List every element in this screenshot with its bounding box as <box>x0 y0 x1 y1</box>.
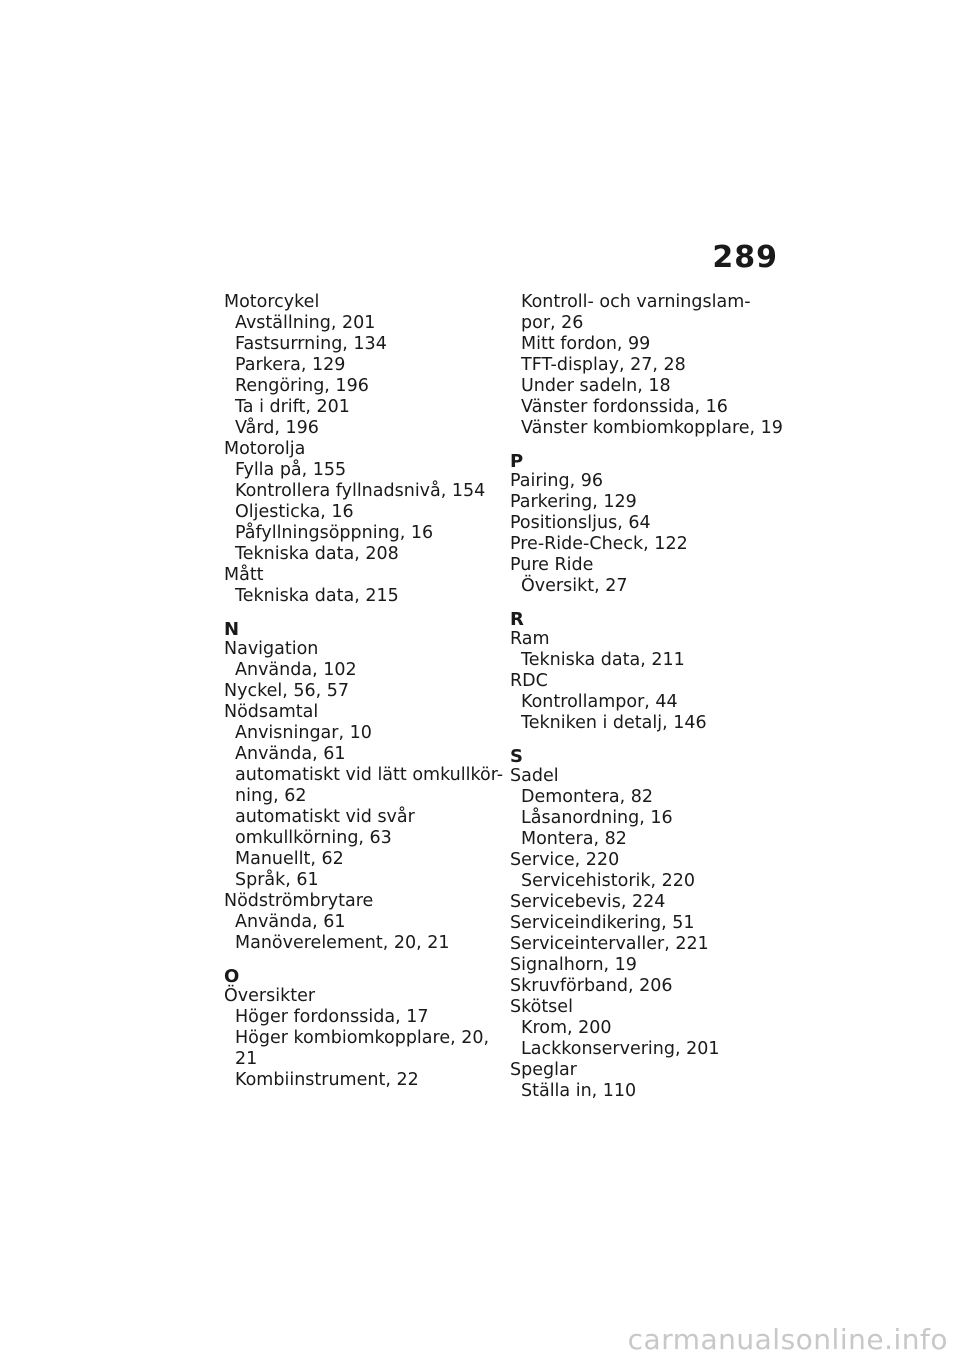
index-entry: Positionsljus, 64 <box>510 513 651 533</box>
index-entry: Parkering, 129 <box>510 492 637 512</box>
index-entry: Motorolja <box>224 439 306 459</box>
index-subentry: Tekniken i detalj, 146 <box>521 713 707 733</box>
index-entry: Speglar <box>510 1060 577 1080</box>
index-entry: Mått <box>224 565 264 585</box>
index-subentry: TFT-display, 27, 28 <box>521 355 686 375</box>
index-subentry: 21 <box>235 1049 258 1069</box>
index-subentry: Fylla på, 155 <box>235 460 347 480</box>
index-column-right <box>510 292 800 1102</box>
index-entry: Sadel <box>510 766 559 786</box>
index-subentry: Oljesticka, 16 <box>235 502 354 522</box>
index-entry: Skruvförband, 206 <box>510 976 673 996</box>
index-subentry: Parkera, 129 <box>235 355 346 375</box>
index-entry: Nyckel, 56, 57 <box>224 681 349 701</box>
index-subentry: Använda, 61 <box>235 744 346 764</box>
index-subentry: Kontrollera fyllnadsnivå, 154 <box>235 481 486 501</box>
index-subentry: Ställa in, 110 <box>521 1081 637 1101</box>
index-subentry: ning, 62 <box>235 786 307 806</box>
index-subentry: Manuellt, 62 <box>235 849 344 869</box>
index-subentry: Manöverelement, 20, 21 <box>235 933 450 953</box>
index-entry: Ram <box>510 629 550 649</box>
index-entry: Service, 220 <box>510 850 620 870</box>
index-subentry: Demontera, 82 <box>521 787 654 807</box>
page-number: 289 <box>712 240 778 275</box>
index-subentry: Anvisningar, 10 <box>235 723 372 743</box>
index-letter-heading: S <box>510 746 523 767</box>
index-letter-heading: R <box>510 609 524 630</box>
index-entry: Serviceindikering, 51 <box>510 913 695 933</box>
index-subentry: por, 26 <box>521 313 584 333</box>
index-entry: RDC <box>510 671 548 691</box>
index-entry: Motorcykel <box>224 292 320 312</box>
index-entry: Serviceintervaller, 221 <box>510 934 709 954</box>
index-letter-heading: N <box>224 619 240 640</box>
index-subentry: Tekniska data, 215 <box>235 586 399 606</box>
index-subentry: Språk, 61 <box>235 870 319 890</box>
index-subentry: Kombiinstrument, 22 <box>235 1070 419 1090</box>
index-entry: Pairing, 96 <box>510 471 604 491</box>
index-subentry: Vänster kombiomkopplare, 19 <box>521 418 783 438</box>
footer-watermark: carmanualsonline.info <box>627 1323 948 1356</box>
index-subentry: Tekniska data, 208 <box>235 544 399 564</box>
index-entry: Navigation <box>224 639 319 659</box>
index-subentry: Under sadeln, 18 <box>521 376 671 396</box>
index-subentry: Använda, 61 <box>235 912 346 932</box>
index-subentry: Höger kombiomkopplare, 20, <box>235 1028 490 1048</box>
index-subentry: Översikt, 27 <box>521 576 628 596</box>
index-subentry: Vård, 196 <box>235 418 319 438</box>
index-subentry: Rengöring, 196 <box>235 376 369 396</box>
index-subentry: Montera, 82 <box>521 829 627 849</box>
index-subentry: Lackkonservering, 201 <box>521 1039 720 1059</box>
index-entry: Översikter <box>224 986 316 1006</box>
index-subentry: Vänster fordonssida, 16 <box>521 397 728 417</box>
index-subentry: Krom, 200 <box>521 1018 612 1038</box>
index-subentry: automatiskt vid svår <box>235 807 415 827</box>
index-entry: Servicebevis, 224 <box>510 892 666 912</box>
index-subentry: Tekniska data, 211 <box>521 650 685 670</box>
index-letter-heading: O <box>224 966 240 987</box>
index-subentry: Kontroll- och varningslam- <box>521 292 751 312</box>
index-subentry: Använda, 102 <box>235 660 357 680</box>
index-subentry: Ta i drift, 201 <box>235 397 350 417</box>
index-entry: Pure Ride <box>510 555 594 575</box>
index-subentry: Höger fordonssida, 17 <box>235 1007 429 1027</box>
index-subentry: Avställning, 201 <box>235 313 376 333</box>
index-subentry: omkullkörning, 63 <box>235 828 392 848</box>
index-subentry: Låsanordning, 16 <box>521 808 673 828</box>
index-entry: Signalhorn, 19 <box>510 955 637 975</box>
index-subentry: Kontrollampor, 44 <box>521 692 678 712</box>
index-subentry: Servicehistorik, 220 <box>521 871 696 891</box>
index-subentry: Mitt fordon, 99 <box>521 334 651 354</box>
index-letter-heading: P <box>510 451 524 472</box>
index-entry: Nödströmbrytare <box>224 891 374 911</box>
index-subentry: Påfyllningsöppning, 16 <box>235 523 434 543</box>
index-entry: Nödsamtal <box>224 702 319 722</box>
index-column-left <box>224 292 514 1091</box>
index-entry: Pre-Ride-Check, 122 <box>510 534 688 554</box>
index-subentry: Fastsurrning, 134 <box>235 334 387 354</box>
index-entry: Skötsel <box>510 997 573 1017</box>
index-subentry: automatiskt vid lätt omkullkör- <box>235 765 504 785</box>
